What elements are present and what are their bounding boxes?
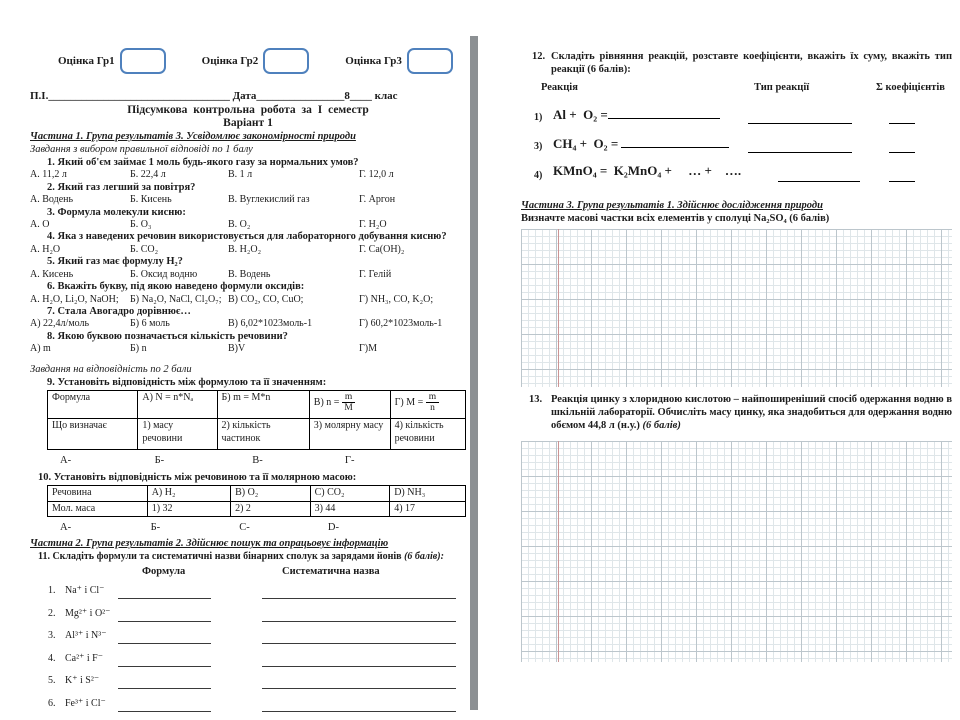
date-label: Дата	[232, 90, 257, 102]
ion-number: 4.	[48, 652, 56, 664]
q12-text: Складіть рівняння реакцій, розставте коефіцієнти, вкажіть їх суму, вкажіть тип реакції (6 балів):	[551, 51, 952, 75]
reaction-equation: KMnO₄ = K₂MnO₄ + … + ….	[553, 163, 742, 178]
grade-box-1	[120, 48, 166, 74]
part2-heading: Частина 2. Група результатів 2. Здійснює пошук та опрацьовує інформацію	[30, 538, 389, 550]
date-blank-line: ________________	[256, 90, 345, 102]
q12-title	[521, 50, 952, 76]
mcq-option-b: Б) n	[130, 343, 147, 355]
reaction-row-1	[521, 105, 952, 134]
equation-blank-line	[608, 106, 720, 119]
name-blank-line	[262, 698, 456, 712]
q11-points: (6 балів):	[404, 550, 444, 562]
q10-header-cell: Речовина	[48, 486, 148, 501]
mcq-option-c: В. H₂O₂	[228, 243, 262, 255]
mcq-option-d: Г) NH₃, CO, K₂O;	[359, 293, 434, 305]
reaction-number: 1)	[534, 112, 543, 123]
mcq-option-d: Г. Гелій	[359, 268, 392, 280]
sum-blank-line	[889, 111, 915, 124]
q9-formula-b: Б) m = M*n	[217, 391, 309, 419]
mcq-question: 1. Який об'єм займає 1 моль будь-якого газу за нормальних умов?	[47, 157, 359, 169]
q10-mass-1: 1) 32	[147, 501, 230, 516]
grade-label-1: Оцінка Гр1	[58, 54, 115, 67]
q12-col-type: Тип реакції	[754, 82, 810, 93]
pi-label: П.І.	[30, 90, 49, 102]
fraction: $\frac{m}{M}$	[342, 392, 355, 413]
mcq-option-b: Б. 22,4 л	[130, 169, 166, 181]
name-blank-line	[262, 630, 456, 644]
mcq-option-c: В. Вуглекислий газ	[228, 194, 310, 206]
class-number: 8	[344, 90, 350, 102]
q10-row-substances	[48, 486, 466, 501]
ion-number: 5.	[48, 675, 56, 687]
fraction: $\frac{m}{n}$	[426, 392, 439, 413]
mcq-question: 3. Формула молекули кисню:	[47, 206, 186, 218]
q9-answers-line	[60, 455, 466, 467]
answer-slot-b: Б-	[150, 521, 161, 533]
q10-row-masses	[48, 501, 466, 516]
answer-slot-b: Б-	[154, 455, 165, 467]
mcq-option-a: А) m	[30, 343, 51, 355]
mcq-options	[30, 169, 466, 181]
mcq-option-a: А. O	[30, 219, 50, 231]
mcq-option-d: Г. Ca(OH)₂	[359, 243, 405, 255]
document-title: Підсумкова контрольна робота за I семестр	[127, 104, 369, 117]
name-blank-line	[262, 608, 456, 622]
q9-formula-a: А) N = n*Nₐ	[138, 391, 217, 419]
ion-pair: K⁺ і S²⁻	[65, 675, 100, 687]
mcq-option-a: А) 22,4л/моль	[30, 318, 90, 330]
answer-slot-c: С-	[239, 521, 250, 533]
mcq-options	[30, 318, 466, 330]
reaction-number: 4)	[534, 170, 543, 181]
sum-blank-line	[889, 140, 915, 153]
q13-text: Реакція цинку з хлоридною кислотою – найпоширеніший спосіб одержання водню в шкільній лабораторії. Обчисліть масу цинку, яка знадобиться для одержання водню обємом 44,8 л (н.у.)	[551, 394, 952, 431]
ion-row-3	[30, 626, 466, 649]
q9-meaning-2: 2) кількість частинок	[217, 419, 309, 450]
mcq-question: 7. Стала Авогадро дорівнює…	[47, 305, 191, 317]
page-divider	[470, 36, 478, 710]
mcq-option-c: В. 1 л	[228, 169, 253, 181]
q12-column-headers	[521, 81, 952, 96]
formula-blank-line	[118, 585, 211, 599]
ion-row-5	[30, 671, 466, 694]
q10-substance-b: В) O₂	[231, 486, 310, 501]
reaction-row-3	[521, 134, 952, 163]
type-blank-line	[748, 111, 852, 124]
answer-slot-a: А-	[60, 521, 72, 533]
mcq-6	[30, 281, 466, 306]
mcq-option-a: А. Водень	[30, 194, 74, 206]
mcq-option-a: А. 11,2 л	[30, 169, 67, 181]
q9-row-formulas	[48, 391, 466, 419]
formula-blank-line	[118, 608, 211, 622]
answer-slot-d: Г-	[344, 455, 355, 467]
q11-column-headers	[30, 566, 466, 581]
q10-substance-a: А) H₂	[147, 486, 230, 501]
mcq-7	[30, 306, 466, 331]
name-blank-line	[262, 585, 456, 599]
mcq-option-a: А. H₂O, Li₂O, NaOH;	[30, 293, 119, 305]
q9-formula-d: Г) M = $\frac{m}{n}$	[390, 391, 465, 419]
q9-row-meanings	[48, 419, 466, 450]
mcq-option-c: В) CO₂, CO, CuO;	[228, 293, 304, 305]
mcq-option-b: Б) 6 моль	[130, 318, 170, 330]
reaction-row-4	[521, 163, 952, 192]
grid-margin-line	[558, 229, 559, 387]
ion-number: 2.	[48, 607, 56, 619]
mcq-option-b: Б. Оксид водню	[130, 268, 198, 280]
q13-number: 13.	[529, 394, 543, 405]
q11-col-name: Систематична назва	[282, 566, 380, 578]
ion-pair: Na⁺ і Cl⁻	[65, 585, 105, 597]
q10-table	[47, 485, 466, 517]
formula-blank-line	[118, 675, 211, 689]
q9-meaning-1: 1) масу речовини	[138, 419, 217, 450]
q10-title: 10. Установіть відповідність між речовиною та її молярною масою:	[38, 471, 357, 483]
ion-row-4	[30, 649, 466, 672]
mcq-option-b: Б. Кисень	[130, 194, 172, 206]
mcq-options	[30, 194, 466, 206]
grid-paper-workspace-2	[521, 441, 952, 662]
ion-row-6	[30, 694, 466, 717]
ion-number: 1.	[48, 585, 56, 597]
q9-table	[47, 390, 466, 450]
mcq-option-a: А. H₂O	[30, 243, 61, 255]
reaction-equation: CH₄ + O₂ =	[553, 135, 729, 150]
student-header-line	[30, 90, 466, 102]
q13-points: (6 балів)	[642, 420, 681, 431]
type-blank-line	[748, 140, 852, 153]
grade-row	[58, 48, 466, 74]
grade-box-2	[263, 48, 309, 74]
q10-mass-2: 2) 2	[231, 501, 310, 516]
pi-blank-line: _________________________________	[48, 90, 230, 102]
grade-label-2: Оцінка Гр2	[201, 54, 259, 67]
q12-number: 12.	[532, 51, 546, 62]
q12-col-sum: Σ коефіцієнтів	[876, 82, 945, 93]
answer-slot-c: В-	[252, 455, 263, 467]
answer-slot-d: D-	[327, 521, 339, 533]
q12-col-reaction: Реакція	[541, 82, 578, 93]
q9-formula-c: В) n = $\frac{m}{M}$	[309, 391, 390, 419]
mcq-question: 8. Якою буквою позначається кількість речовини?	[47, 330, 288, 342]
q13-title	[521, 387, 952, 441]
matching-instruction: Завдання на відповідність по 2 бали	[30, 363, 192, 375]
name-blank-line	[262, 675, 456, 689]
formula-blank-line	[118, 653, 211, 667]
part1-heading: Частина 1. Група результатів 3. Усвідомлює закономірності природи	[30, 131, 356, 143]
q10-mass-3: 3) 44	[310, 501, 390, 516]
mcq-option-d: Г) 60,2*1023моль-1	[359, 318, 443, 330]
answer-slot-a: А-	[60, 455, 72, 467]
class-word: клас	[371, 90, 398, 102]
mcq-option-c: В. O₂	[228, 219, 251, 231]
grid-margin-line	[558, 441, 559, 662]
ion-pair: Fe³⁺ і Cl⁻	[65, 697, 106, 709]
mcq-option-c: В) 6,02*1023моль-1	[228, 318, 313, 330]
mcq-option-c: В. Водень	[228, 268, 271, 280]
mcq-8	[30, 331, 466, 356]
mcq-question: 6. Вкажіть букву, під якою наведено формули оксидів:	[47, 281, 305, 293]
ion-pair: Al³⁺ і N³⁻	[65, 630, 107, 642]
mcq-option-b: Б. O₃	[130, 219, 152, 231]
q9-meaning-3: 3) молярну масу	[309, 419, 390, 450]
grade-label-3: Оцінка Гр3	[345, 54, 402, 67]
mcq-options	[30, 219, 466, 231]
q10-substance-d: D) NH₃	[390, 486, 466, 501]
variant-title: Варіант 1	[223, 116, 273, 129]
mcq-options	[30, 294, 466, 306]
q10-substance-c: С) CO₂	[310, 486, 390, 501]
page-right	[521, 50, 952, 662]
mcq-option-d: Г)М	[359, 343, 378, 355]
type-blank-line	[778, 169, 860, 182]
equation-blank-line	[621, 135, 729, 148]
mcq-4	[30, 231, 466, 256]
mcq-3	[30, 207, 466, 232]
ion-pair: Mg²⁺ і O²⁻	[65, 607, 111, 619]
mcq-question: 2. Який газ легший за повітря?	[47, 181, 196, 193]
mcq-1	[30, 157, 466, 182]
mcq-5	[30, 256, 466, 281]
class-blank-line: ____	[349, 90, 372, 102]
q10-answers-line	[60, 522, 466, 534]
q9-meaning-h: Що визначає	[48, 419, 138, 450]
mcq-options	[30, 343, 466, 355]
sum-blank-line	[889, 169, 915, 182]
grid-paper-workspace-1	[521, 229, 952, 387]
ion-row-2	[30, 604, 466, 627]
q9-title: 9. Установіть відповідність між формулою та її значенням:	[47, 376, 327, 388]
ion-number: 6.	[48, 697, 56, 709]
mcq-option-d: Г. 12,0 л	[359, 169, 394, 181]
reaction-equation: Al + O₂ =	[553, 106, 720, 121]
mcq-options	[30, 269, 466, 281]
mcq-option-d: Г. Аргон	[359, 194, 396, 206]
part1-instruction: Завдання з вибором правильної відповіді по 1 балу	[30, 143, 253, 155]
mcq-option-b: Б. CO₂	[130, 243, 159, 255]
mcq-options	[30, 244, 466, 256]
reaction-number: 3)	[534, 141, 543, 152]
ion-row-1	[30, 581, 466, 604]
q10-mass-4: 4) 17	[390, 501, 466, 516]
mcq-option-c: В)V	[228, 343, 246, 355]
q9-meaning-4: 4) кількість речовини	[390, 419, 465, 450]
mcq-option-b: Б) Na₂O, NaCl, Cl₂O₇;	[130, 293, 222, 305]
mcq-question: 4. Яка з наведених речовин використовується для лабораторного добування кисню?	[47, 231, 447, 243]
part3-task: Визначте масові частки всіх елементів у сполуці Na₂SO₄ (6 балів)	[521, 213, 830, 224]
mcq-option-a: А. Кисень	[30, 268, 74, 280]
mcq-question: 5. Який газ має формулу H₂?	[47, 256, 183, 268]
part3-heading: Частина 3. Група результатів 1. Здійснює дослідження природи	[521, 200, 823, 211]
q11-title: 11. Складіть формули та систематичні назви бінарних сполук за зарядами йонів (6 балів):	[38, 550, 444, 562]
formula-blank-line	[118, 698, 211, 712]
q9-header-cell: Формула	[48, 391, 138, 419]
q11-col-formula: Формула	[142, 566, 186, 578]
q10-mass-h: Мол. маса	[48, 501, 148, 516]
formula-blank-line	[118, 630, 211, 644]
mcq-2	[30, 182, 466, 207]
mcq-option-d: Г. H₂O	[359, 219, 387, 231]
name-blank-line	[262, 653, 456, 667]
page-left	[30, 44, 466, 716]
ion-number: 3.	[48, 630, 56, 642]
grade-box-3	[407, 48, 453, 74]
ion-pair: Ca²⁺ і F⁻	[65, 652, 104, 664]
